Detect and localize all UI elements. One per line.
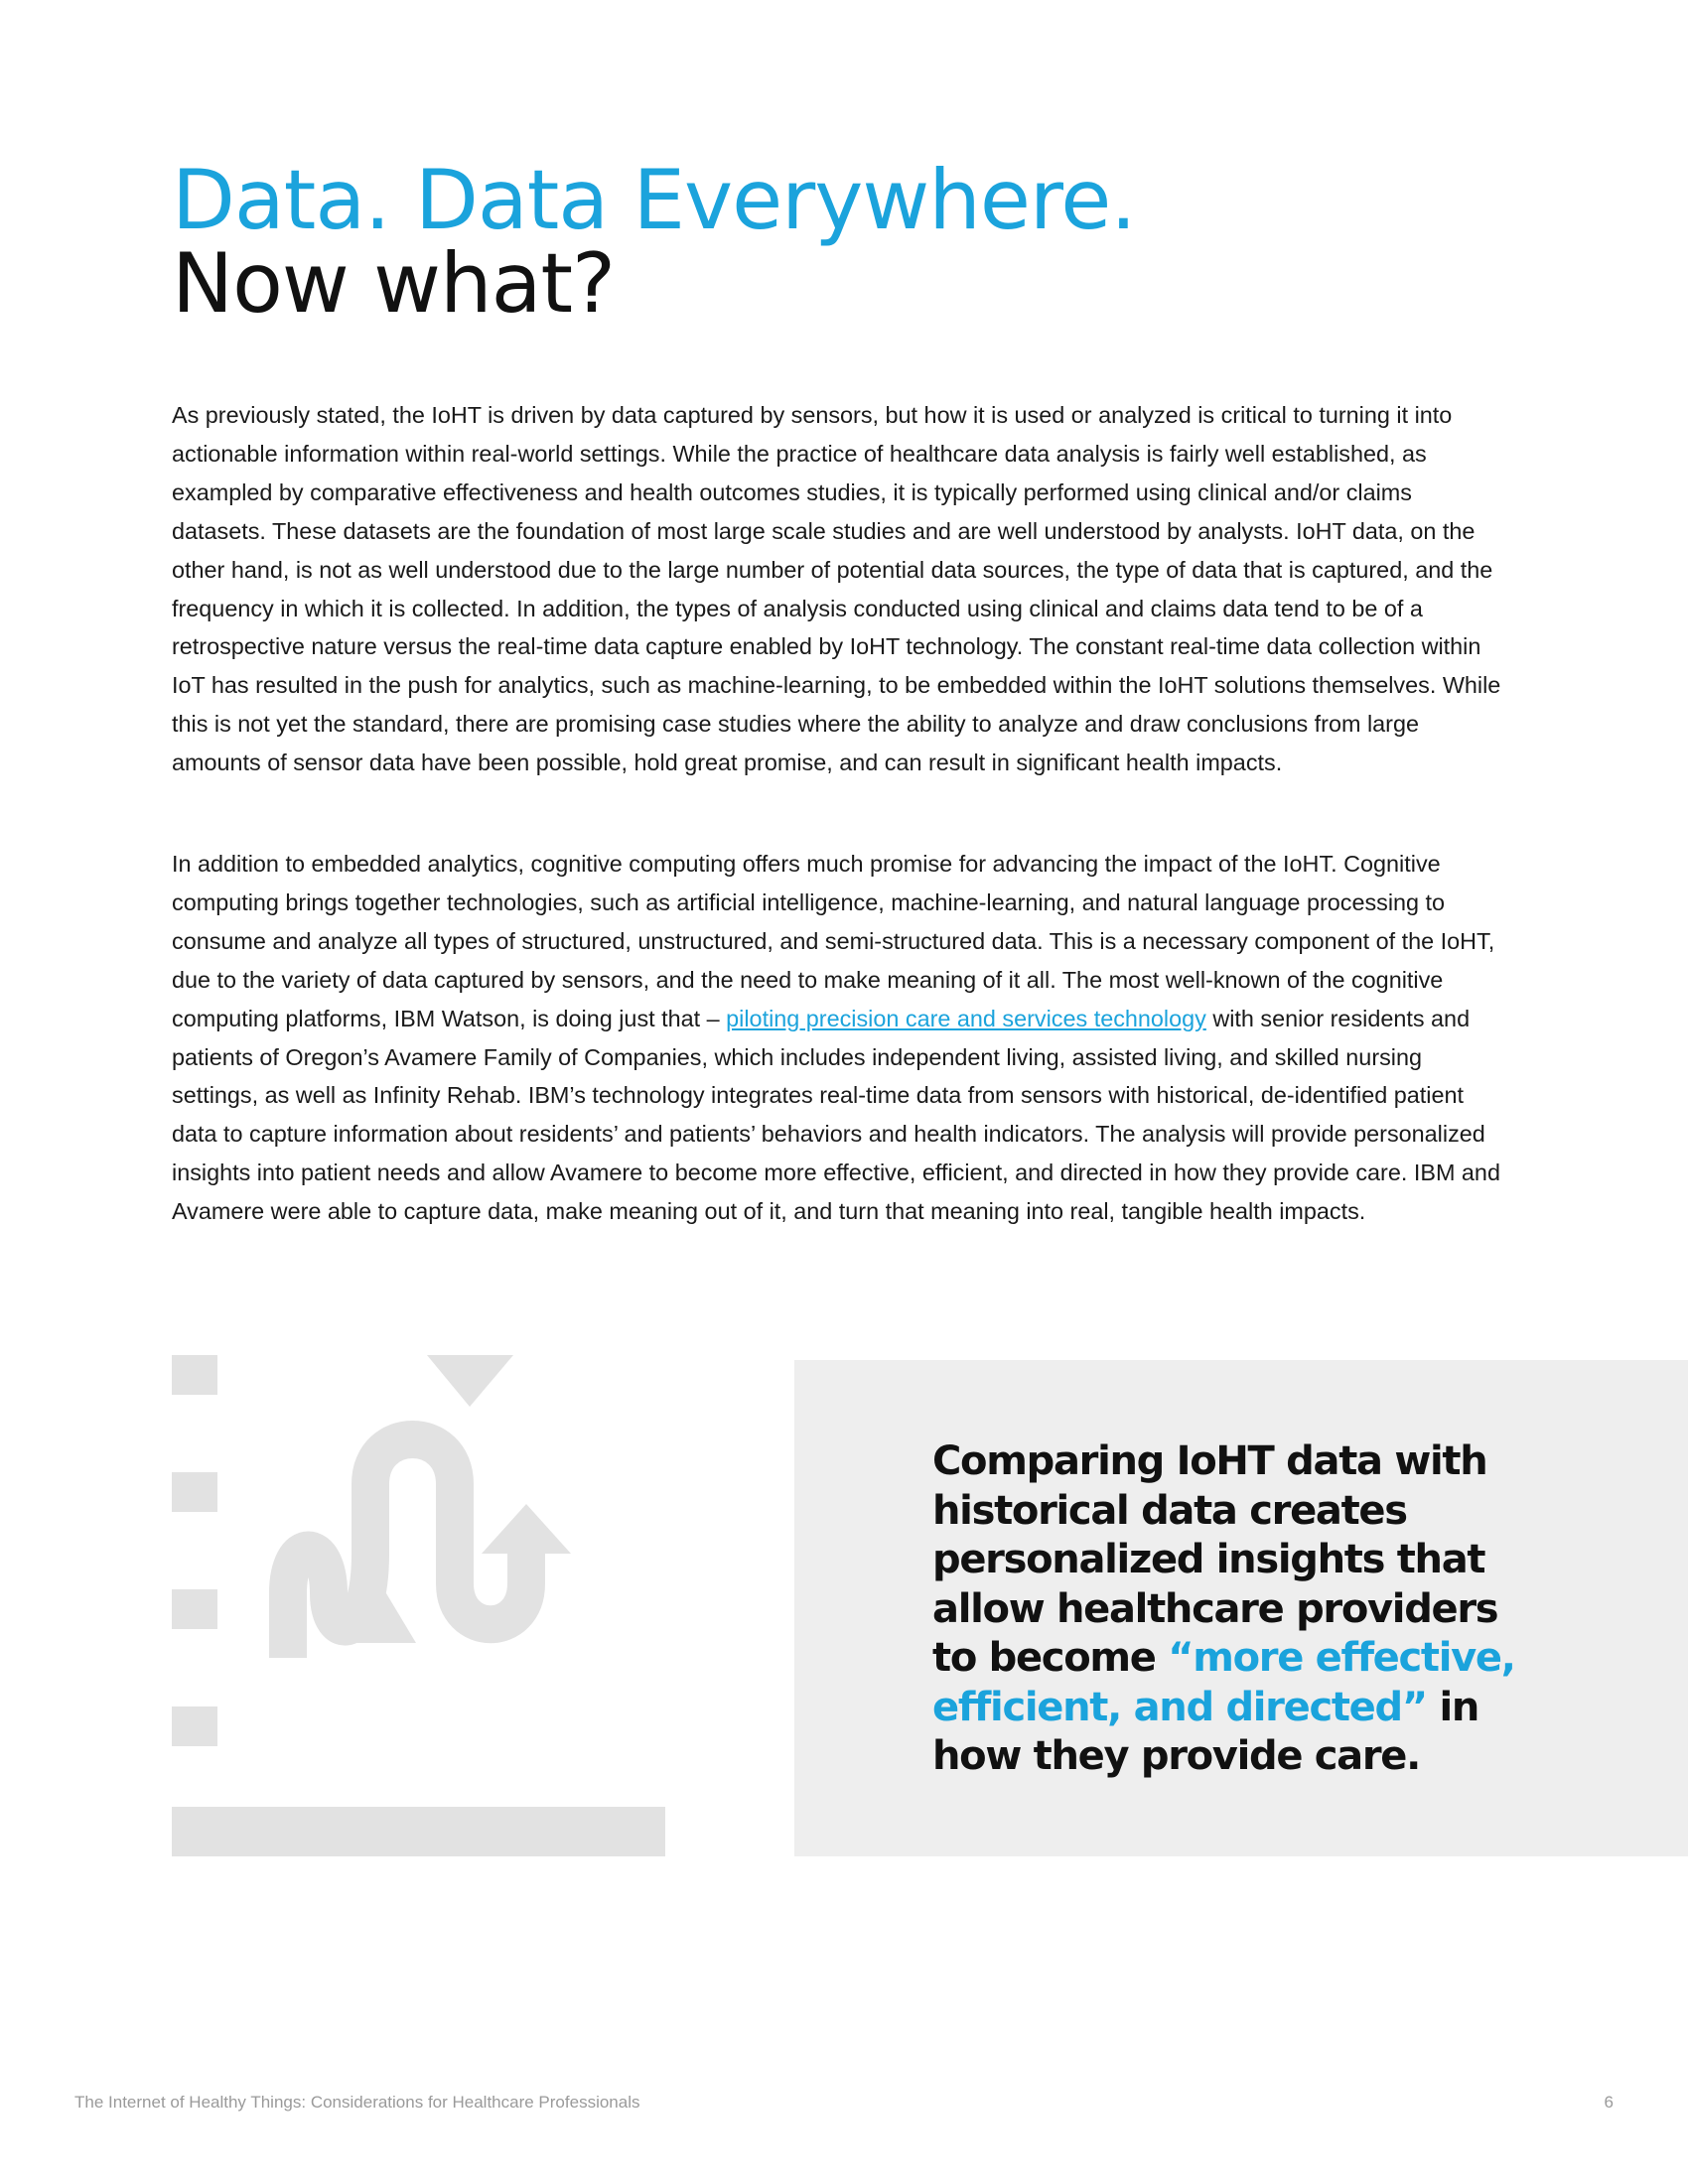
- data-chart-trend-arrow-icon: [172, 1355, 668, 1856]
- pull-quote-highlight: “more effective, efficient, and directed”: [932, 1635, 1515, 1730]
- body-paragraph-1-block: [172, 396, 1510, 806]
- page-title: [172, 152, 1136, 332]
- body-paragraph-1: As previously stated, the IoHT is driven by data captured by sensors, but how it is used or analyzed is critical to turning it into actionable information within real-world settings. While the practice of healthcare data analysis is fairly well established, as exampled by comparative effectiveness and health outcomes studies, it is typically performed using clinical and/or claims datasets. These datasets are the foundation of most large scale studies and are well understood by analysts. IoHT data, on the other hand, is not as well understood due to the large number of potential data sources, the type of data that is captured, and the frequency in which it is collected. In addition, the types of analysis conducted using clinical and claims data tend to be of a retrospective nature versus the real-time data capture enabled by IoHT technology. The constant real-time data collection within IoT has resulted in the push for analytics, such as machine-learning, to be embedded within the IoHT solutions themselves. While this is not yet the standard, there are promising case studies where the ability to analyze and draw conclusions from large amounts of sensor data have been possible, hold great promise, and can result in significant health impacts.: [172, 402, 1501, 776]
- body-paragraph-2: [172, 845, 1510, 1231]
- pull-quote: [932, 1437, 1548, 1782]
- pull-quote-end: in how they provide care.: [932, 1684, 1479, 1779]
- pull-quote-panel: [794, 1360, 1688, 1856]
- axis-dash-1: [172, 1355, 217, 1395]
- body-paragraph-2-block: [172, 845, 1510, 1255]
- title-line-primary: Data. Data Everywhere.: [172, 152, 1136, 248]
- paragraph-2-text-end: with senior residents and patients of Oregon’s Avamere Family of Companies, which includes independent living, assisted living, and skilled nursing settings, as well as Infinity Rehab. IBM’s technology integrates real-time data from sensors with historical, de-identified patient data to capture information about residents’ and patients’ behaviors and health indicators. The analysis will provide personalized insights into patient needs and allow Avamere to become more effective, efficient, and directed in how they provide care. IBM and Avamere were able to capture data, make meaning out of it, and turn that meaning into real, tangible health impacts.: [172, 1005, 1500, 1225]
- trend-arrowhead: [482, 1504, 571, 1554]
- title-line-secondary: Now what?: [172, 235, 616, 332]
- paragraph-2-text-start: In addition to embedded analytics, cognitive computing offers much promise for advancing the impact of the IoHT. Cognitive computing brings together technologies, such as artificial intelligence, machine-learning, and natural language processing to consume and analyze all types of structured, unstructured, and semi-structured data. This is a necessary component of the IoHT, due to the variety of data captured by sensors, and the need to make meaning of it all. The most well-known of the cognitive computing platforms, IBM Watson, is doing just that –: [172, 851, 1495, 1031]
- precision-care-link[interactable]: piloting precision care and services technology: [726, 1005, 1206, 1031]
- axis-dash-2: [172, 1472, 217, 1512]
- down-triangle-marker: [427, 1355, 513, 1407]
- axis-dash-4: [172, 1706, 217, 1746]
- footer-page-number: 6: [1604, 2093, 1614, 2112]
- baseline-bar: [172, 1807, 665, 1856]
- footer-document-title: The Internet of Healthy Things: Considerations for Healthcare Professionals: [74, 2093, 640, 2112]
- axis-dash-3: [172, 1589, 217, 1629]
- pull-quote-start: Comparing IoHT data with historical data creates personalized insights that allow healthcare providers to become: [932, 1438, 1498, 1681]
